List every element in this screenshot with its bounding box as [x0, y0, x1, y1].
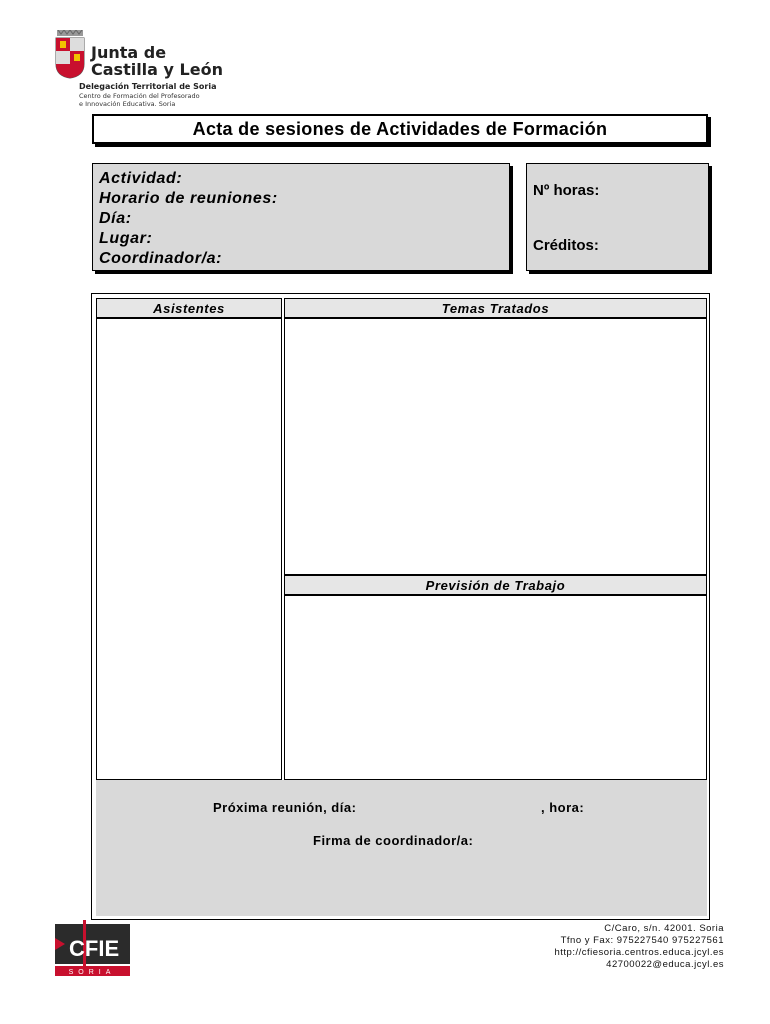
coat-of-arms-icon: [55, 30, 85, 80]
contact-block: [555, 923, 725, 971]
asistentes-field[interactable]: [96, 318, 282, 780]
prevision-label: Previsión de Trabajo: [425, 577, 566, 593]
org-name-line2: Castilla y León: [91, 60, 223, 79]
phone-line: Tfno y Fax: 975227540 975227561: [560, 935, 724, 946]
temas-field[interactable]: [284, 318, 707, 575]
hours-credits-box: [526, 163, 709, 271]
lugar-label: Lugar:: [99, 230, 153, 247]
org-name: [91, 44, 223, 78]
cfie-logo-sub: SORIA: [68, 969, 116, 976]
website-link[interactable]: http://cfiesoria.centros.educa.jcyl.es: [554, 947, 724, 958]
horas-label: Nº horas:: [533, 182, 600, 199]
document-title-box: [92, 114, 708, 144]
center-line1: Centro de Formación del Profesorado: [79, 92, 200, 100]
asistentes-label: Asistentes: [153, 300, 225, 316]
horario-label: Horario de reuniones:: [99, 190, 278, 207]
center-name: [79, 92, 200, 108]
temas-label: Temas Tratados: [441, 300, 550, 316]
asistentes-header: [96, 298, 282, 318]
prevision-field[interactable]: [284, 595, 707, 780]
cfie-logo-text: CFIE: [69, 936, 120, 961]
dia-label: Día:: [99, 210, 132, 227]
creditos-label: Créditos:: [533, 237, 599, 254]
prevision-header: [284, 575, 707, 595]
delegation-label: Delegación Territorial de Soria: [79, 82, 217, 91]
coordinador-label: Coordinador/a:: [99, 250, 223, 267]
next-meeting-area: [96, 780, 707, 916]
activity-info-box: [92, 163, 510, 271]
document-title: Acta de sesiones de Actividades de Formación: [192, 118, 608, 139]
email-link[interactable]: 42700022@educa.jcyl.es: [606, 959, 724, 970]
center-line2: e Innovación Educativa. Soria: [79, 100, 176, 108]
hora-label: , hora:: [541, 800, 585, 815]
temas-header: [284, 298, 707, 318]
address-line: C/Caro, s/n. 42001. Soria: [604, 923, 724, 934]
cfie-logo-icon: [55, 920, 130, 978]
proxima-reunion-label: Próxima reunión, día:: [213, 800, 357, 815]
org-name-line1: Junta de: [91, 43, 167, 62]
actividad-label: Actividad:: [99, 170, 183, 187]
firma-label: Firma de coordinador/a:: [313, 833, 474, 848]
